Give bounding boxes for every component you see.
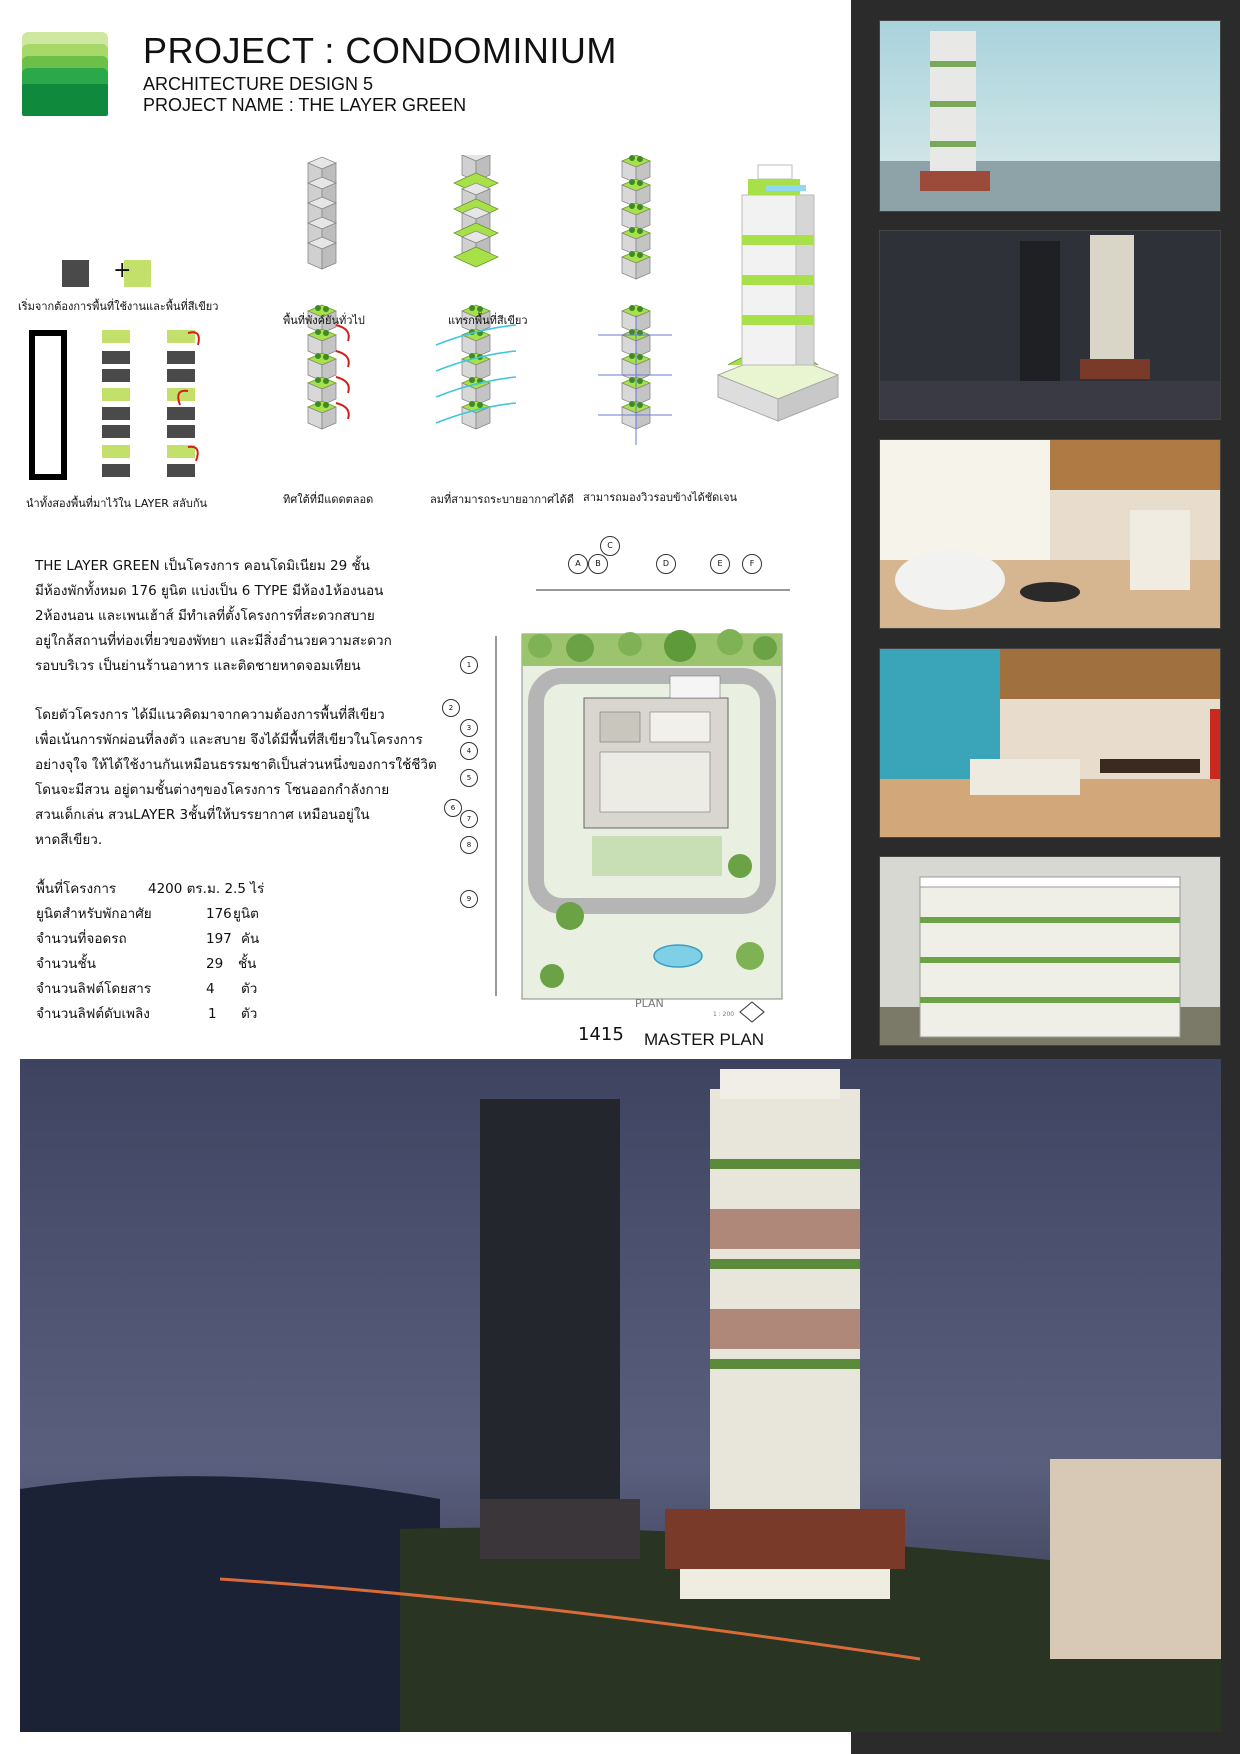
master-plan-title: MASTER PLAN [644,1030,764,1049]
description-paragraph-1 [35,554,455,679]
garden-lawn [592,836,722,876]
tree-band [522,634,782,666]
stat-label: จำนวนชั้น [36,956,96,972]
stat-label: จำนวนที่จอดรถ [36,931,127,947]
grid-bubble: C [600,536,620,556]
text-line: รอบบริเวร เป็นย่านร้านอาหาร และติดชายหาดจอมเทียน [35,658,361,674]
logo-layer-5 [22,84,108,116]
grid-bubble: A [568,554,588,574]
stat-value: 1 [208,1006,217,1022]
exterior-render-detail [879,856,1221,1046]
grid-bubble: 2 [442,699,460,717]
text-line: โดยตัวโครงการ ได้มีแนวคิดมาจากความต้องการพื้นที่สีเขียว [35,707,385,723]
plus-sign: + [113,258,132,283]
stat-unit: ชั้น [238,956,257,972]
exterior-render-dusk [879,230,1221,420]
grid-bubble: F [742,554,762,574]
stat-unit: คัน [241,931,260,947]
podium [665,1509,905,1569]
legend-squares [62,260,151,287]
view-diagram-tower [598,305,672,445]
caption-wind: ลมที่สามารถระบายอากาศได้ดี [430,493,574,506]
green-slab-tower [454,155,498,267]
grid-bubble: 1 [460,656,478,674]
stat-value: 176 [206,906,232,922]
grid-bubble: D [656,554,676,574]
hero-night-render [20,1059,1221,1732]
caption-stack: พื้นที่พังค์ยันทั่วไป [283,314,365,327]
text-line: อย่างจุใจ ให้ได้ใช้งานกันเหมือนธรรมชาติเป็นส่วนหนึ่งของการใช้ชีวิต [35,757,437,773]
massing-tower-model [718,165,838,421]
master-plan-drawing [440,536,790,1031]
text-line: หาดสีเขียว. [35,832,103,848]
page-title: PROJECT : CONDOMINIUM [143,30,617,71]
grid-bubble: 6 [444,799,462,817]
plain-stack-tower [308,157,336,269]
course-name: ARCHITECTURE DESIGN 5 [143,74,374,94]
text-line: มีห้องพักทั้งหมด 176 ยูนิต แบ่งเป็น 6 TYPE มีห้อง1ห้องนอน [35,583,384,599]
exterior-render-day [879,20,1221,212]
caption-start: เริ่มจากต้องการพื้นที่ใช้งานและพื้นที่สีเขียว [18,300,219,313]
stat-value: 4200 ตร.ม. 2.5 ไร่ [148,881,265,897]
interior-render-lounge [879,648,1221,838]
garden-tower [622,155,650,279]
description-paragraph-2 [35,703,455,853]
stat-value: 4 [206,981,215,997]
text-line: โดนจะมีสวน อยู่ตามชั้นต่างๆของโครงการ โซนออกกำลังกาย [35,782,390,798]
layer-bars [32,330,199,477]
caption-sun: ทิศใต้ที่มีแดดตลอด [283,493,374,506]
built-space-swatch [62,260,89,287]
stat-unit: ยูนิต [233,906,259,922]
project-logo [22,32,108,116]
grid-bubble: 8 [460,836,478,854]
grid-bubble: B [588,554,608,574]
grid-bubble: 5 [460,769,478,787]
layer-green-tower [710,1089,860,1509]
grid-bubble: 7 [460,810,478,828]
stat-unit: ตัว [241,981,258,997]
grid-bubble: 3 [460,719,478,737]
hotel-building [1050,1459,1221,1659]
interior-render-living [879,439,1221,629]
text-line: THE LAYER GREEN เป็นโครงการ คอนโดมิเนียม 29 ชั้น [35,558,370,574]
grid-bubble: E [710,554,730,574]
text-line: เพื่อเน้นการพักผ่อนที่ลงตัว และสบาย จึงได้มีพื้นที่สีเขียวในโครงการ [35,732,423,748]
text-line: 2ห้องนอน และเพนเฮ้าส์ มีทำเลที่ตั้งโครงการที่สะดวกสบาย [35,608,375,624]
caption-layer: นำทั้งสองพื้นที่มาไว้ใน LAYER สลับกัน [26,497,208,510]
stat-label: พื้นที่โครงการ [36,881,117,897]
concept-diagram [18,155,848,515]
caption-insert: แทรกพื้นที่สีเขียว [448,314,528,327]
stat-label: จำนวนลิฟต์ดับเพลิง [36,1006,150,1022]
grid-labels-top [560,541,790,576]
stat-label: จำนวนลิฟต์โดยสาร [36,981,152,997]
plan-scale: 1 : 200 [713,1011,735,1018]
text-line: อยู่ใกล้สถานที่ท่องเที่ยวของพัทยา และมีสิ่งอำนวยความสะดวก [35,633,392,649]
sea [20,1476,440,1732]
neighbor-tower [480,1099,620,1539]
pool [654,945,702,967]
stat-value: 29 [206,956,224,972]
grid-labels-side [448,656,484,906]
caption-view: สามารถมองวิวรอบข้างได้ชัดเจน [583,491,738,504]
text-line: สวนเด็กเล่น สวนLAYER 3ชั้นที่ให้บรรยากาศ เหมือนอยู่ใน [35,807,370,823]
stat-value: 197 [206,931,232,947]
north-arrow-icon [740,1002,764,1022]
stat-label: ยูนิตสำหรับพักอาศัย [36,906,152,922]
layer-outline [32,333,64,477]
grid-bubble: 4 [460,742,478,760]
project-name: PROJECT NAME : THE LAYER GREEN [143,95,467,115]
grid-bubble: 9 [460,890,478,908]
plan-label: PLAN [635,997,664,1010]
project-stats [0,877,440,1037]
plan-number: 1415 [578,1024,624,1045]
stat-unit: ตัว [241,1006,258,1022]
